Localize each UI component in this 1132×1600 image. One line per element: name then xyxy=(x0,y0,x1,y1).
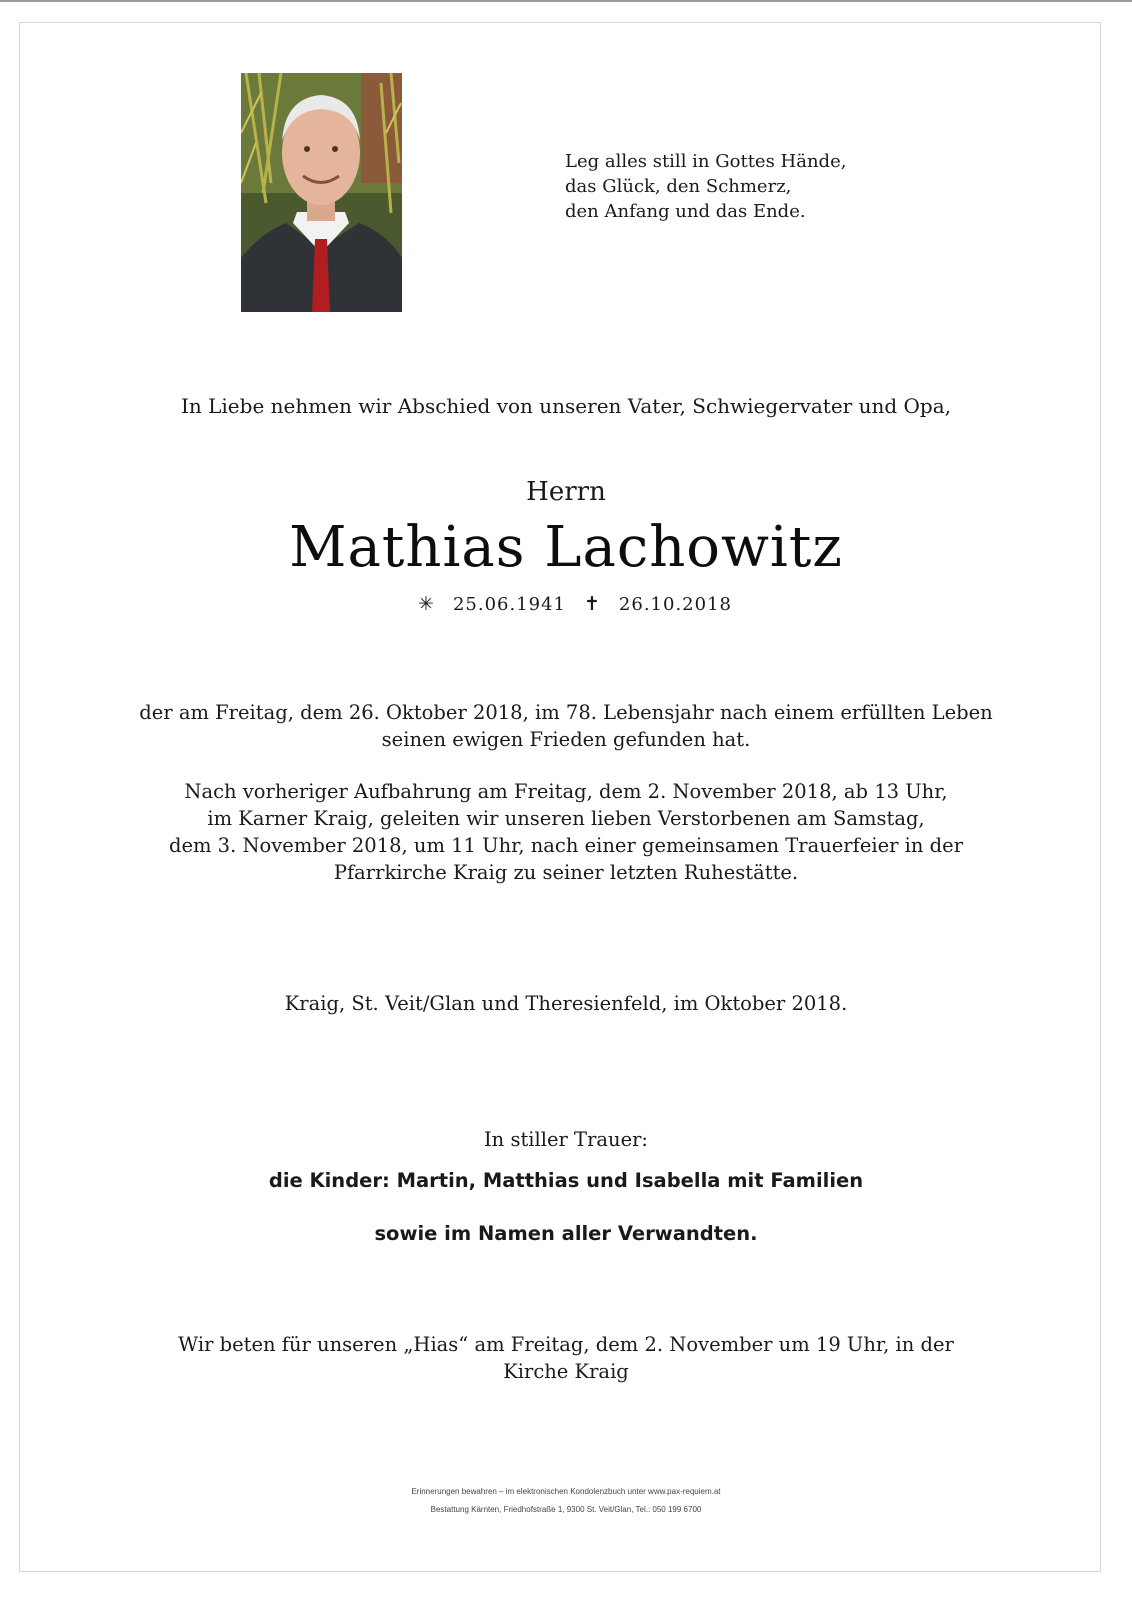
poem-line: das Glück, den Schmerz, xyxy=(565,176,792,197)
death-date: 26.10.2018 xyxy=(618,594,732,615)
star-icon: ✳ xyxy=(418,593,435,615)
deceased-name: Mathias Lachowitz xyxy=(289,515,843,580)
paragraph-line: im Karner Kraig, geleiten wir unseren lieben Verstorbenen am Samstag, xyxy=(207,807,925,830)
paragraph-line: Kirche Kraig xyxy=(503,1360,629,1383)
death-paragraph xyxy=(0,699,1132,753)
paragraph-line: Wir beten für unseren „Hias“ am Freitag, dem 2. November um 19 Uhr, in der xyxy=(178,1333,954,1356)
mourners-heading: In stiller Trauer: xyxy=(483,1128,649,1151)
paragraph-line: der am Freitag, dem 26. Oktober 2018, im 78. Lebensjahr nach einem erfüllten Leben xyxy=(139,701,993,724)
portrait-photo xyxy=(241,73,402,312)
paragraph-line: dem 3. November 2018, um 11 Uhr, nach einer gemeinsamen Trauerfeier in der xyxy=(168,834,964,857)
cross-icon: ✝ xyxy=(584,593,601,615)
place-date: Kraig, St. Veit/Glan und Theresienfeld, im Oktober 2018. xyxy=(284,992,848,1015)
intro-text: In Liebe nehmen wir Abschied von unseren Vater, Schwiegervater und Opa, xyxy=(180,394,951,418)
mourners-family: die Kinder: Martin, Matthias und Isabella mit Familien xyxy=(268,1169,864,1192)
poem-line: Leg alles still in Gottes Hände, xyxy=(565,151,847,172)
birth-date: 25.06.1941 xyxy=(452,594,566,615)
footer-address-line: Bestattung Kärnten, Friedhofstraße 1, 9300 St. Veit/Glan, Tel.: 050 199 6700 xyxy=(430,1505,702,1514)
footer-condolence-line: Erinnerungen bewahren – im elektronischen Kondolenzbuch unter www.pax-requiem.at xyxy=(411,1487,721,1496)
poem-line: den Anfang und das Ende. xyxy=(565,201,806,222)
prayer-paragraph xyxy=(0,1331,1132,1385)
funeral-paragraph xyxy=(0,778,1132,886)
scan-edge xyxy=(0,0,1132,2)
paragraph-line: Pfarrkirche Kraig zu seiner letzten Ruhestätte. xyxy=(333,861,799,884)
life-dates xyxy=(0,593,1132,615)
honorific: Herrn xyxy=(526,477,606,507)
paragraph-line: seinen ewigen Frieden gefunden hat. xyxy=(381,728,751,751)
poem xyxy=(565,149,885,224)
paragraph-line: Nach vorheriger Aufbahrung am Freitag, dem 2. November 2018, ab 13 Uhr, xyxy=(184,780,948,803)
mourners-relatives: sowie im Namen aller Verwandten. xyxy=(374,1222,758,1245)
